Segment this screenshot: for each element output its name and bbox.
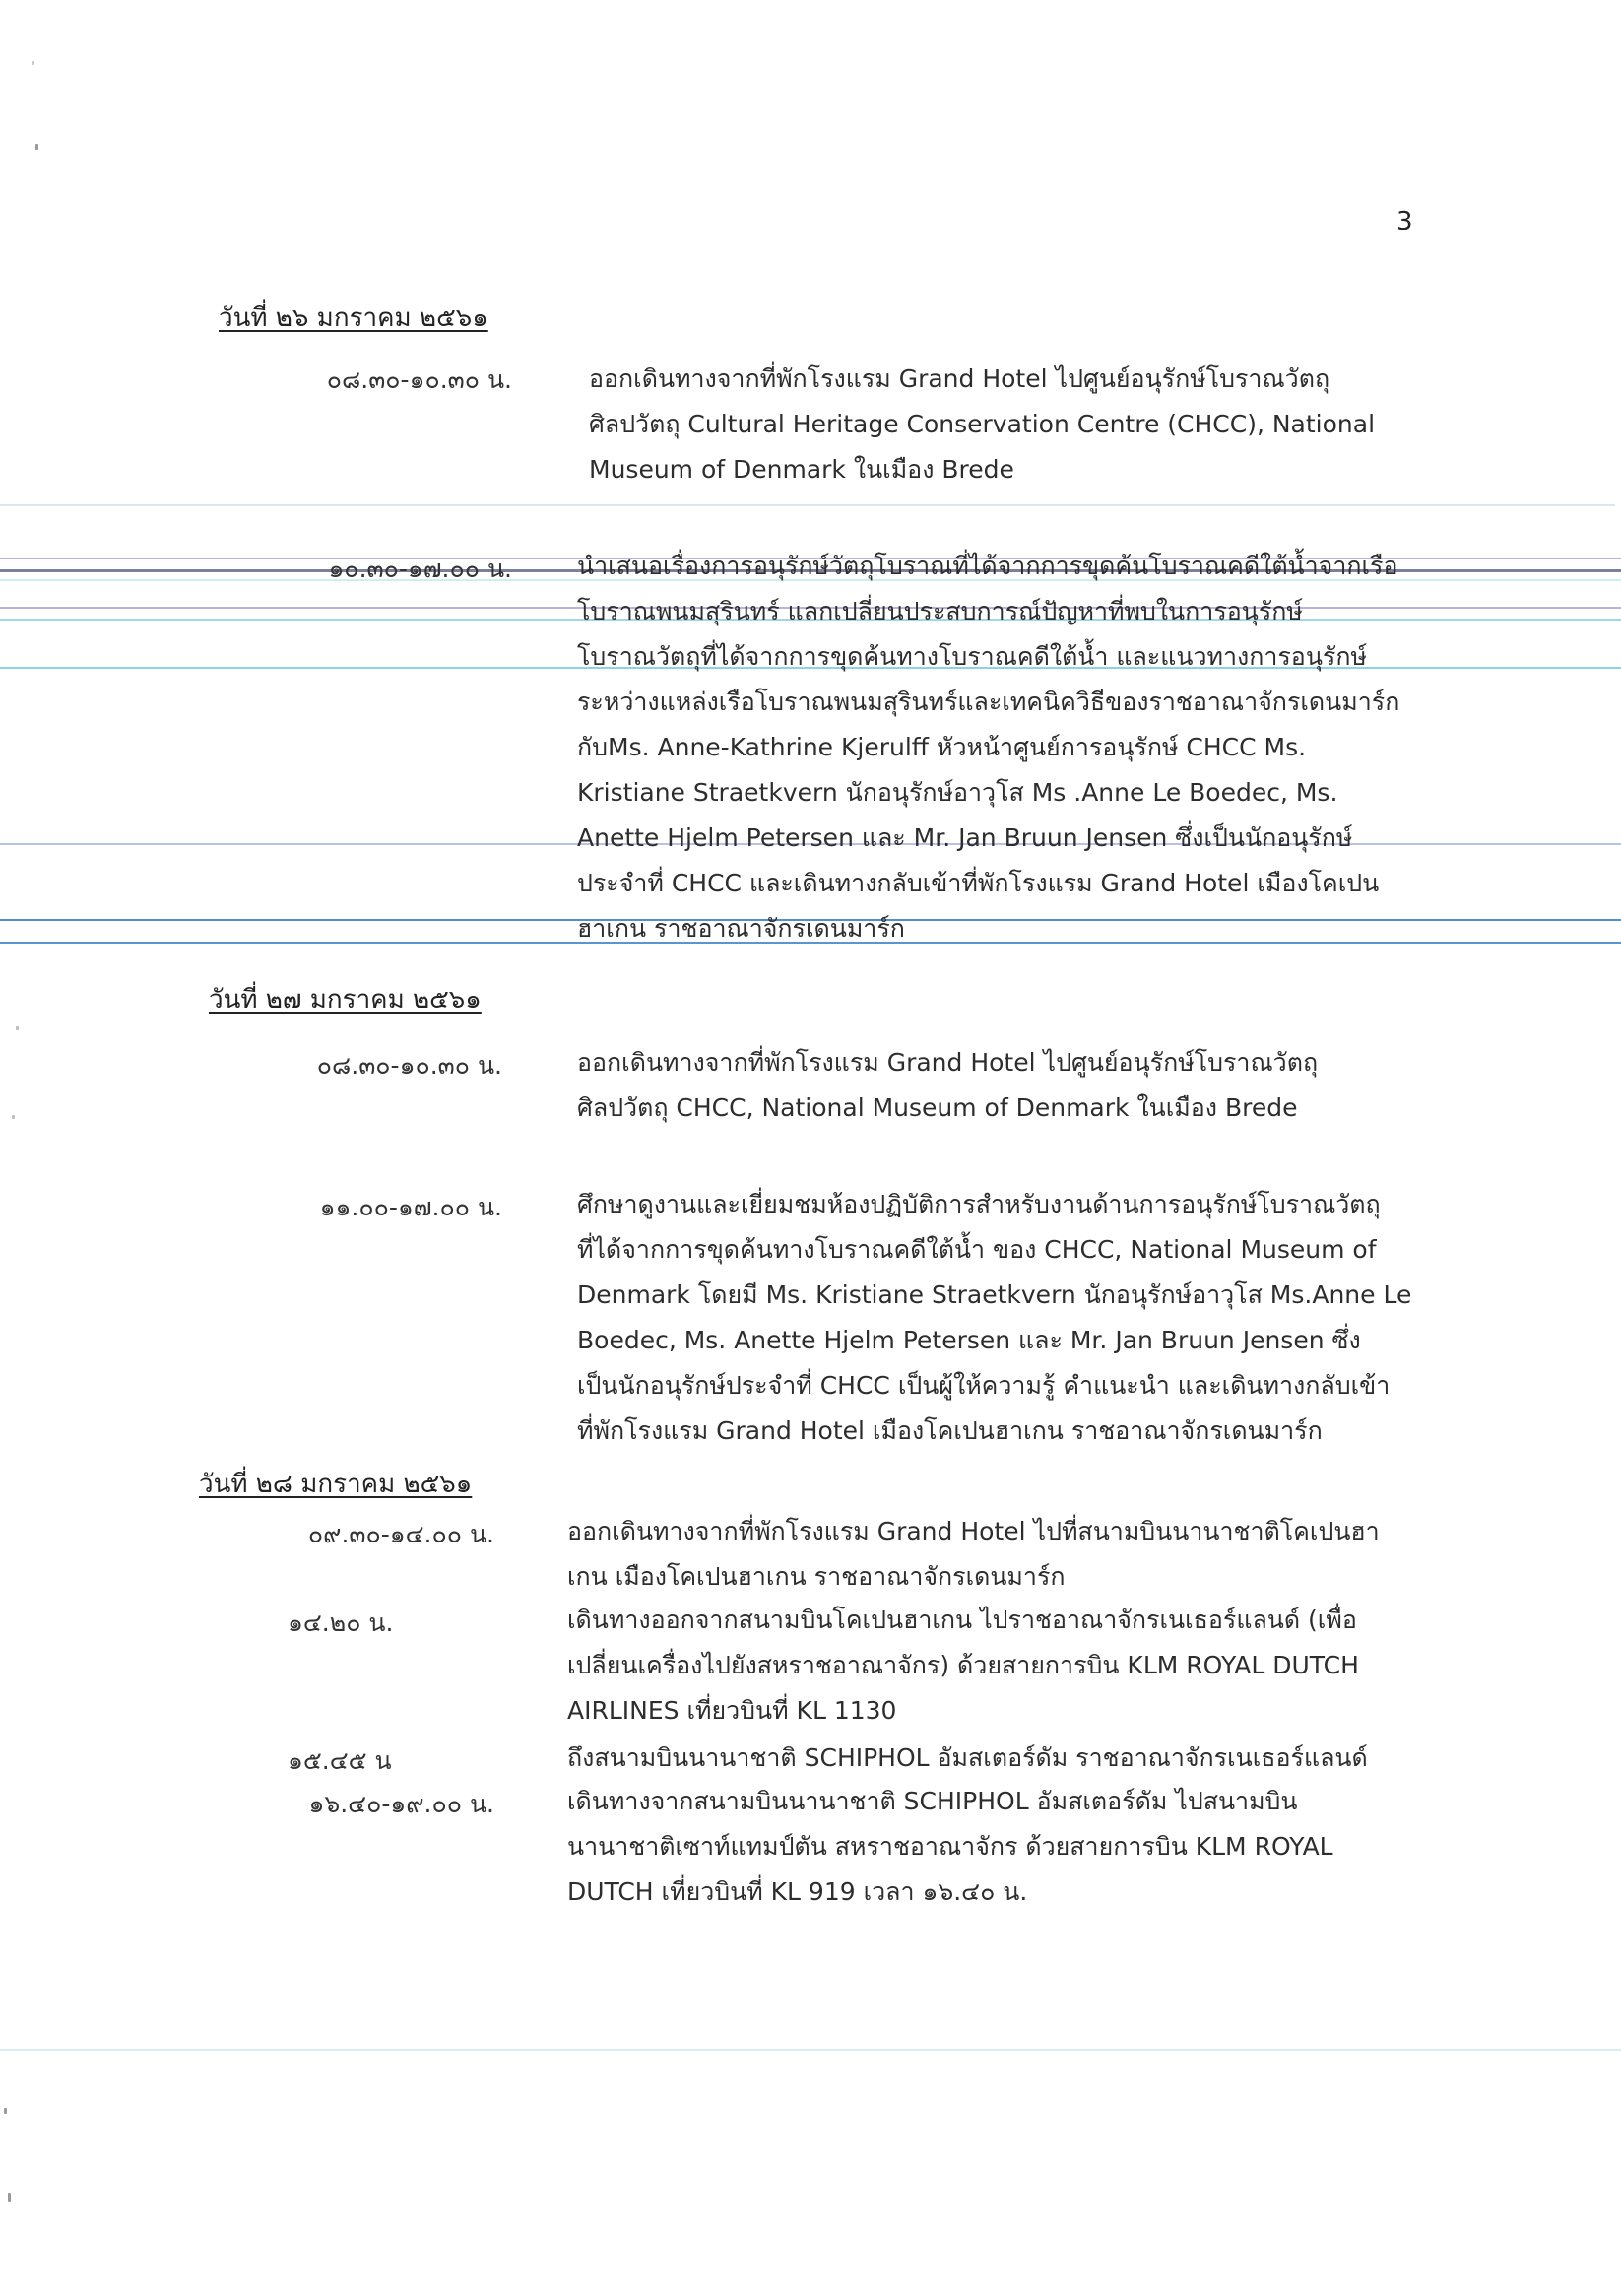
scan-speck [8,2193,11,2202]
entry-line: นานาชาติเซาท์แทมป์ตัน สหราชอาณาจักร ด้วยสายการบิน KLM ROYAL [567,1832,1333,1861]
schedule-entry [567,1779,1424,1915]
entry-line: ออกเดินทางจากที่พักโรงแรม Grand Hotel ไปที่สนามบินนานาชาติโคเปนฮา [567,1517,1380,1545]
entry-line: เดินทางจากสนามบินนานาชาติ SCHIPHOL อัมสเตอร์ดัม ไปสนามบิน [567,1787,1298,1815]
entry-line: AIRLINES เที่ยวบินที่ KL 1130 [567,1696,897,1725]
entry-line: ศิลปวัตถุ Cultural Heritage Conservation Centre (CHCC), National [589,410,1376,438]
entry-line: ศึกษาดูงานและเยี่ยมชมห้องปฏิบัติการสำหรับงานด้านการอนุรักษ์โบราณวัตถุ [577,1190,1381,1218]
scan-artifact-line [0,504,1615,506]
entry-line: เดินทางออกจากสนามบินโคเปนฮาเกน ไปราชอาณาจักรเนเธอร์แลนด์ (เพื่อ [567,1606,1357,1634]
schedule-entry [577,1040,1434,1131]
time-label: ๐๘.๓๐-๑๐.๓๐ น. [316,1051,502,1080]
entry-line: Museum of Denmark ในเมือง Brede [589,455,1014,484]
entry-line: ที่ได้จากการขุดค้นทางโบราณคดีใต้น้ำ ของ CHCC, National Museum of [577,1235,1377,1264]
entry-line: นำเสนอเรื่องการอนุรักษ์วัตถุโบราณที่ได้จากการขุดค้นโบราณคดีใต้น้ำจากเรือ [577,552,1398,580]
time-label: ๑๕.๔๕ น [288,1746,392,1775]
entry-line: ศิลปวัตถุ CHCC, National Museum of Denmark ในเมือง Brede [577,1093,1298,1122]
schedule-entry [567,1736,1424,1781]
entry-line: ระหว่างแหล่งเรือโบราณพนมสุรินทร์และเทคนิควิธีของราชอาณาจักรเดนมาร์ก [577,688,1400,716]
scan-speck [35,144,38,150]
page-number: 3 [1396,207,1413,236]
date-heading: วันที่ ๒๖ มกราคม ๒๕๖๑ [219,303,488,333]
entry-line: Anette Hjelm Petersen และ Mr. Jan Bruun Jensen ซึ่งเป็นนักอนุรักษ์ [577,823,1353,852]
scan-artifact-line [0,2049,1621,2051]
entry-line: ถึงสนามบินนานาชาติ SCHIPHOL อัมสเตอร์ดัม ราชอาณาจักรเนเธอร์แลนด์ [567,1743,1368,1772]
time-label: ๑๔.๒๐ น. [288,1608,394,1637]
entry-line: โบราณพนมสุรินทร์ แลกเปลี่ยนประสบการณ์ปัญหาที่พบในการอนุรักษ์ [577,597,1303,625]
entry-line: Denmark โดยมี Ms. Kristiane Straetkvern นักอนุรักษ์อาวุโส Ms.Anne Le [577,1280,1412,1309]
entry-line: ออกเดินทางจากที่พักโรงแรม Grand Hotel ไปศูนย์อนุรักษ์โบราณวัตถุ [577,1048,1319,1077]
schedule-entry [567,1598,1424,1734]
time-label: ๑๐.๓๐-๑๗.๐๐ น. [328,555,512,583]
schedule-entry [577,544,1434,951]
entry-line: โบราณวัตถุที่ได้จากการขุดค้นทางโบราณคดีใต้น้ำ และแนวทางการอนุรักษ์ [577,642,1367,671]
date-heading: วันที่ ๒๗ มกราคม ๒๕๖๑ [209,985,482,1015]
entry-line: Kristiane Straetkvern นักอนุรักษ์อาวุโส Ms .Anne Le Boedec, Ms. [577,778,1338,807]
entry-line: ประจำที่ CHCC และเดินทางกลับเข้าที่พักโรงแรม Grand Hotel เมืองโคเปน [577,869,1380,897]
scan-speck [4,2108,7,2114]
entry-line: ฮาเกน ราชอาณาจักรเดนมาร์ก [577,914,905,943]
entry-line: เกน เมืองโคเปนฮาเกน ราชอาณาจักรเดนมาร์ก [567,1562,1066,1591]
date-heading: วันที่ ๒๘ มกราคม ๒๕๖๑ [199,1470,473,1499]
entry-line: กับMs. Anne-Kathrine Kjerulff หัวหน้าศูนย์การอนุรักษ์ CHCC Ms. [577,733,1307,761]
entry-line: DUTCH เที่ยวบินที่ KL 919 เวลา ๑๖.๔๐ น. [567,1877,1028,1906]
entry-line: เปลี่ยนเครื่องไปยังสหราชอาณาจักร) ด้วยสายการบิน KLM ROYAL DUTCH [567,1651,1359,1679]
schedule-entry [589,357,1446,492]
entry-line: ออกเดินทางจากที่พักโรงแรม Grand Hotel ไปศูนย์อนุรักษ์โบราณวัตถุ [589,364,1330,393]
entry-line: เป็นนักอนุรักษ์ประจำที่ CHCC เป็นผู้ให้ความรู้ คำแนะนำ และเดินทางกลับเข้า [577,1371,1391,1400]
time-label: ๑๖.๔๐-๑๙.๐๐ น. [308,1790,494,1818]
schedule-entry [567,1509,1424,1600]
entry-line: Boedec, Ms. Anette Hjelm Petersen และ Mr. Jan Bruun Jensen ซึ่ง [577,1326,1361,1354]
entry-line: ที่พักโรงแรม Grand Hotel เมืองโคเปนฮาเกน ราชอาณาจักรเดนมาร์ก [577,1416,1323,1445]
schedule-entry [577,1182,1434,1454]
time-label: ๐๘.๓๐-๑๐.๓๐ น. [326,365,512,394]
scan-speck [12,1115,15,1119]
time-label: ๐๙.๓๐-๑๔.๐๐ น. [307,1520,494,1548]
scan-speck [32,61,34,65]
scan-speck [16,1026,19,1030]
time-label: ๑๑.๐๐-๑๗.๐๐ น. [319,1193,502,1221]
